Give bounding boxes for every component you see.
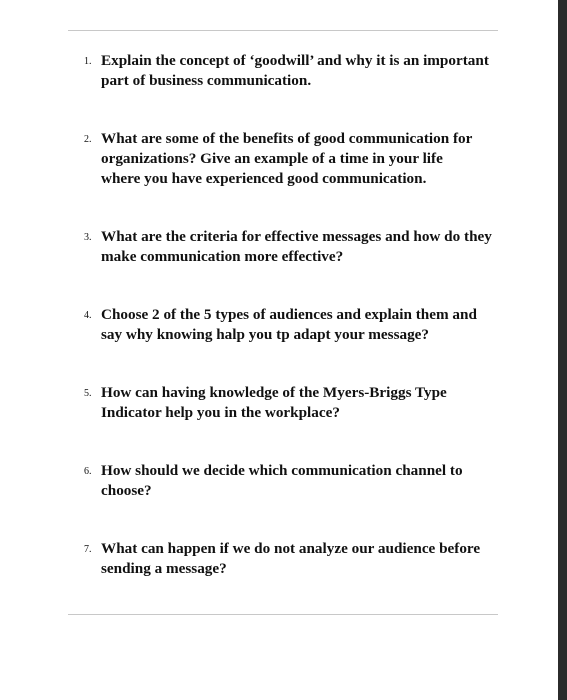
question-line: What can happen if we do not analyze our audience before	[101, 540, 481, 557]
question-line: organizations? Give an example of a time in your life	[101, 150, 443, 167]
question-number: 1.	[84, 56, 92, 67]
question-6	[84, 461, 524, 501]
question-2	[84, 129, 524, 189]
question-1	[84, 51, 524, 91]
question-line: What are some of the benefits of good communication for	[101, 130, 473, 147]
question-3	[84, 227, 524, 267]
question-7	[84, 539, 524, 579]
question-number: 7.	[84, 544, 92, 555]
question-number: 6.	[84, 466, 92, 477]
question-line: sending a message?	[101, 560, 227, 577]
top-divider	[68, 30, 498, 31]
question-line: part of business communication.	[101, 72, 312, 89]
question-line: choose?	[101, 482, 152, 499]
question-line: where you have experienced good communication.	[101, 170, 427, 187]
question-number: 3.	[84, 232, 92, 243]
question-number: 2.	[84, 134, 92, 145]
question-line: Explain the concept of ‘goodwill’ and why it is an important	[101, 52, 489, 69]
question-line: make communication more effective?	[101, 248, 344, 265]
question-4	[84, 305, 524, 345]
question-5	[84, 383, 524, 423]
question-list	[84, 51, 524, 579]
question-line: What are the criteria for effective messages and how do they	[101, 228, 492, 245]
page-right-border	[558, 0, 567, 700]
bottom-divider	[68, 614, 498, 615]
question-line: Indicator help you in the workplace?	[101, 404, 340, 421]
question-line: How should we decide which communication channel to	[101, 462, 463, 479]
question-number: 4.	[84, 310, 92, 321]
question-number: 5.	[84, 388, 92, 399]
question-line: say why knowing halp you tp adapt your message?	[101, 326, 430, 343]
question-line: How can having knowledge of the Myers-Briggs Type	[101, 384, 447, 401]
question-line: Choose 2 of the 5 types of audiences and explain them and	[101, 306, 477, 323]
